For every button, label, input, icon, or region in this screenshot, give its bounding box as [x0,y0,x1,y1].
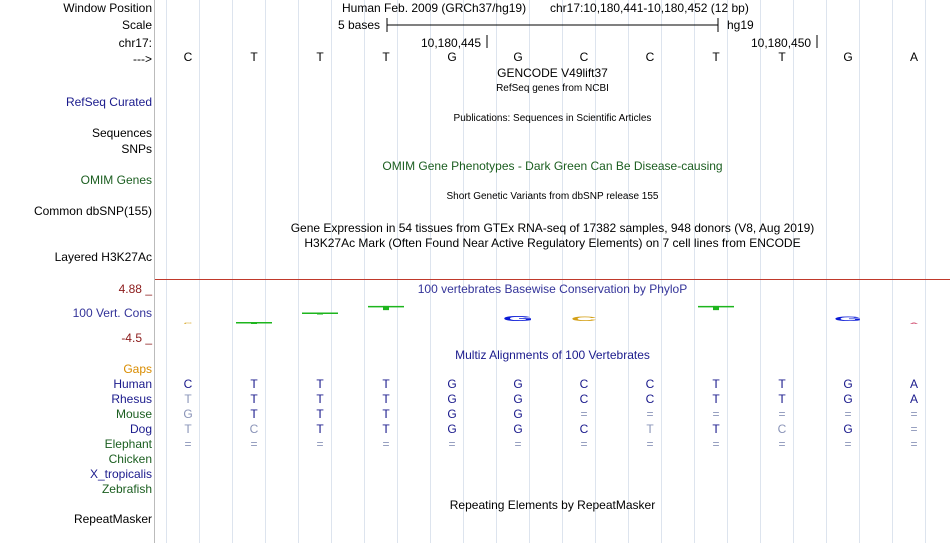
species-label[interactable]: Elephant [104,437,152,451]
phylop-min-label: -4.5 _ [121,331,152,345]
alignment-base: T [778,392,786,406]
sequence-base: G [843,50,853,64]
sequence-base: C [183,50,193,64]
sequence-base: T [250,50,258,64]
alignment-base: G [513,377,523,391]
sequence-base: G [513,50,523,64]
alignment-base: C [777,422,787,436]
alignment-base: C [579,392,589,406]
sequence-base: T [712,50,720,64]
common-dbsnp-label[interactable]: Common dbSNP(155) [33,204,152,218]
alignment-base: G [513,392,523,406]
phylop-track-label[interactable]: 100 Vert. Cons [72,306,152,320]
window-position-text: chr17:10,180,441-10,180,452 (12 bp) [550,1,749,15]
sequence-base: T [382,50,390,64]
alignment-base: = [712,437,720,451]
alignment-base: G [447,392,457,406]
alignment-base: C [579,422,589,436]
scale-label: Scale [121,18,152,32]
chrom-label: chr17: [118,36,152,50]
logo-letter-t-stem [713,306,719,310]
db-label: hg19 [727,18,754,32]
publications-title: Publications: Sequences in Scientific Articles [453,113,652,124]
alignment-base: T [250,392,258,406]
alignment-base: T [250,407,258,421]
species-label[interactable]: Dog [129,422,152,436]
alignment-base: = [844,407,852,421]
logo-letter-g: G [502,314,534,323]
logo-letter-a: A [909,321,919,325]
alignment-base: T [778,377,786,391]
species-label[interactable]: Rhesus [111,392,152,406]
alignment-base: C [249,422,259,436]
alignment-base: = [910,437,918,451]
alignment-base: T [382,422,390,436]
refseq-title: RefSeq genes from NCBI [496,83,609,94]
logo-letter-c: C [570,314,598,323]
coord-tick-a: 10,180,445 [421,36,482,50]
gencode-title: GENCODE V49lift37 [497,66,608,80]
alignment-base: G [843,377,853,391]
alignment-base: T [316,392,324,406]
alignment-base: = [712,407,720,421]
alignment-base: = [580,437,588,451]
logo-letter-c: C [183,321,193,325]
alignment-base: = [316,437,324,451]
alignment-base: T [712,422,720,436]
alignment-base: T [316,422,324,436]
snps-label[interactable]: SNPs [121,142,152,156]
species-label[interactable]: Zebrafish [101,482,152,496]
repeatmasker-title: Repeating Elements by RepeatMasker [449,498,656,512]
refseq-curated-label[interactable]: RefSeq Curated [65,95,152,109]
phylop-max-label: 4.88 _ [118,282,152,296]
species-label[interactable]: Chicken [108,452,152,466]
logo-letter-t-stem [251,322,257,324]
scale-text: 5 bases [338,18,381,32]
alignment-base: = [646,407,654,421]
alignment-base: T [382,377,390,391]
alignment-base: C [183,377,193,391]
alignment-base: T [250,377,258,391]
omim-genes-label[interactable]: OMIM Genes [80,173,152,187]
species-label[interactable]: X_tropicalis [89,467,152,481]
layered-h3k27ac-label[interactable]: Layered H3K27Ac [54,250,152,264]
alignment-base: T [316,407,324,421]
omim-phenotypes-title: OMIM Gene Phenotypes - Dark Green Can Be Disease-causing [382,159,723,173]
alignment-base: = [382,437,390,451]
h3k27ac-title: H3K27Ac Mark (Often Found Near Active Regulatory Elements) on 7 cell lines from ENCODE [304,236,801,250]
alignment-base: = [844,437,852,451]
multiz-title: Multiz Alignments of 100 Vertebrates [455,348,650,362]
sequence-base: C [579,50,589,64]
dbsnp-title: Short Genetic Variants from dbSNP release 155 [446,191,659,202]
alignment-base: T [184,392,192,406]
alignment-base: G [843,422,853,436]
coord-tick-b: 10,180,450 [751,36,812,50]
alignment-base: = [580,407,588,421]
alignment-base: C [645,377,655,391]
alignment-base: G [513,407,523,421]
alignment-base: C [645,392,655,406]
alignment-base: T [316,377,324,391]
alignment-base: T [712,392,720,406]
alignment-base: C [579,377,589,391]
alignment-base: = [646,437,654,451]
strand-label[interactable]: ---> [133,52,152,66]
sequence-base: A [909,50,918,64]
phylop-title: 100 vertebrates Basewise Conservation by PhyloP [417,282,688,296]
alignment-base: A [909,377,918,391]
species-label[interactable]: Mouse [115,407,152,421]
alignment-base: A [909,392,918,406]
sequence-base: G [447,50,457,64]
alignment-base: T [712,377,720,391]
logo-letter-t-stem [383,306,389,310]
alignment-base: = [514,437,522,451]
alignment-base: = [250,437,258,451]
alignment-base: T [382,392,390,406]
alignment-base: G [843,392,853,406]
alignment-base: G [183,407,193,421]
alignment-base: = [778,407,786,421]
alignment-base: = [910,422,918,436]
sequence-base: T [316,50,324,64]
sequence-base: T [778,50,786,64]
gaps-label[interactable]: Gaps [123,362,152,376]
alignment-base: T [382,407,390,421]
gtex-title: Gene Expression in 54 tissues from GTEx RNA-seq of 17382 samples, 948 donors (V8, Aug 2019) [290,221,815,235]
alignment-base: T [184,422,192,436]
logo-letter-g: G [833,314,863,323]
alignment-base: = [910,407,918,421]
alignment-base: G [447,407,457,421]
alignment-base: = [448,437,456,451]
assembly-title: Human Feb. 2009 (GRCh37/hg19) [342,1,527,15]
alignment-base: G [513,422,523,436]
alignment-base: = [778,437,786,451]
logo-letter-t-stem [317,313,323,315]
sequence-base: C [645,50,655,64]
species-label[interactable]: Human [113,377,152,391]
sequences-label[interactable]: Sequences [91,126,152,140]
alignment-base: T [646,422,654,436]
alignment-base: = [184,437,192,451]
window-position-label: Window Position [63,1,152,15]
repeatmasker-label[interactable]: RepeatMasker [73,512,152,526]
alignment-base: G [447,377,457,391]
alignment-base: G [447,422,457,436]
